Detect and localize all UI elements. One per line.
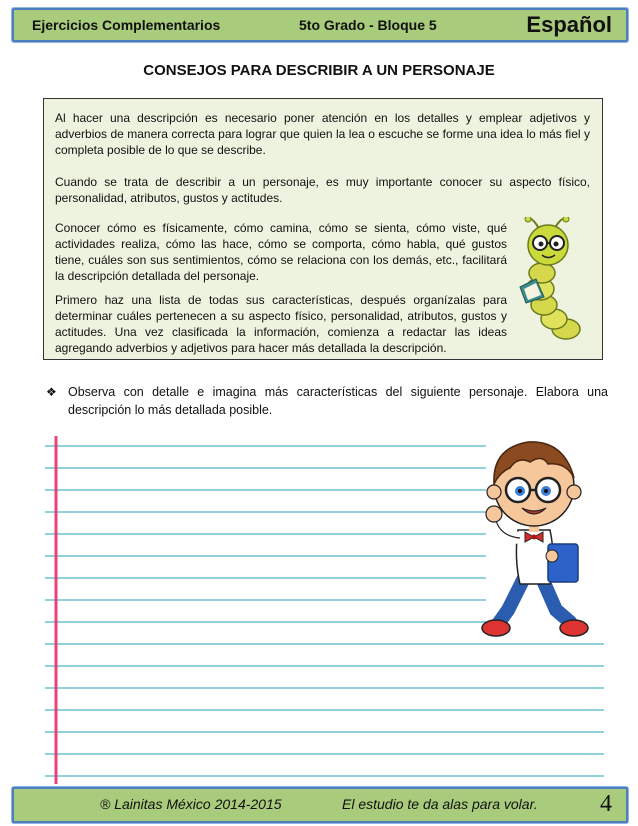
footer-banner <box>12 787 628 823</box>
diamond-bullet-icon: ❖ <box>46 385 57 399</box>
page-title: CONSEJOS PARA DESCRIBIR A UN PERSONAJE <box>143 62 495 79</box>
tips-paragraph-2: Cuando se trata de describir a un personaje, es muy importante conocer su aspecto físico, personalidad, atributos, gustos y actitudes. <box>55 175 590 205</box>
tips-paragraph-3: Conocer cómo es físicamente, cómo camina, cómo se sienta, cómo viste, qué actividades realiza, cómo las hace, cómo se comporta, cómo habla, qué gustos tiene, cuáles son sus sentimientos, cómo se relaciona con los demás, etc., facilitará la descripción detallada del personaje. <box>55 221 507 283</box>
tips-paragraph-4: Primero haz una lista de todas sus características, después organízalas para determinar cuáles pertenecen a su aspecto físico, personalidad, atributos, gustos y actitudes. Una vez clasificada la información, comienza a redactar las ideas agregando adverbios y adjetivos para hacer más detallada la descripción. <box>55 293 507 355</box>
header-grade-block: 5to Grado - Bloque 5 <box>299 17 437 33</box>
page-number: 4 <box>600 791 612 817</box>
footer-copyright: ® Lainitas México 2014-2015 <box>100 796 282 812</box>
schoolboy-with-book-illustration <box>478 428 608 644</box>
header-subject: Español <box>526 12 612 37</box>
tips-paragraph-1: Al hacer una descripción es necesario poner atención en los detalles y emplear adjetivos y adverbios de manera correcta para lograr que quien la lea o escuche se forme una idea lo más fiel y completa posible de lo que se describe. <box>55 111 590 157</box>
footer-motto: El estudio te da alas para volar. <box>342 796 538 812</box>
instruction-text: Observa con detalle e imagina más características del siguiente personaje. Elabora una descripción lo más detallada posible. <box>68 385 608 417</box>
header-subject-series: Ejercicios Complementarios <box>32 17 221 33</box>
